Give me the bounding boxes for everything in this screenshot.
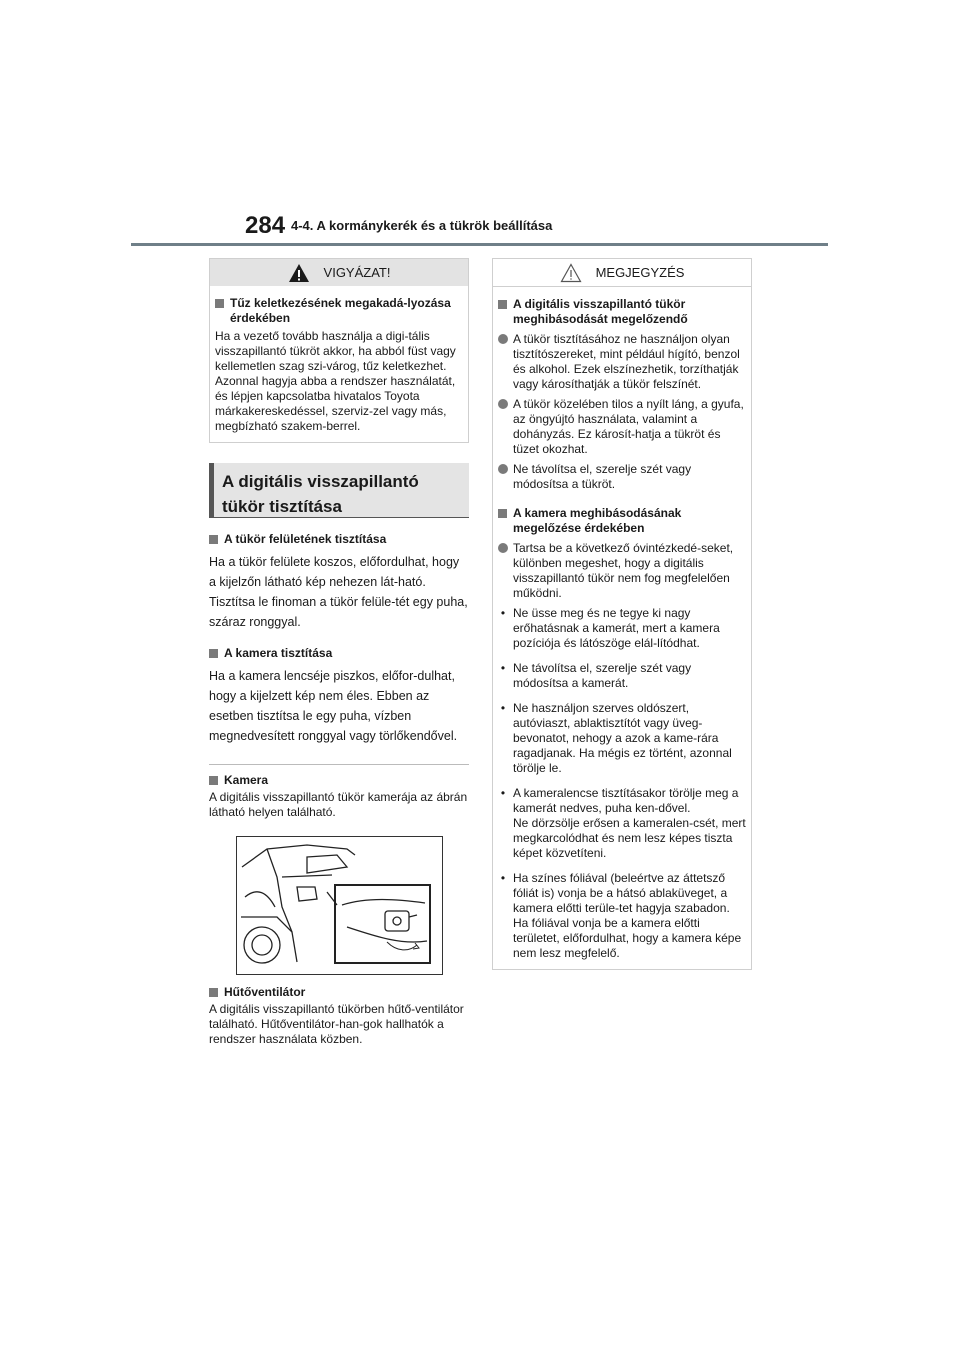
fan-title (209, 985, 469, 1000)
list-item-text: Ne üsse meg és ne tegye ki nagy erőhatásnak a kamerát, mert a kamera pozíciója és látószöge elál-lítódhat. (513, 606, 720, 650)
lens-extra-text: Ne dörzsölje erősen a kameralen-csét, mert megkarcolódhat és nem lesz képes tiszta képet közvetíteni. (513, 816, 746, 860)
square-bullet-icon (209, 535, 218, 544)
list-item-text: A tükör tisztításához ne használjon olyan tisztítószereket, mint például hígító, benzol és alkohol. Ezek elszínezhetik, torzíthatják vagy károsíthatják a tükör felszínét. (513, 332, 740, 391)
fan-title-text: Hűtőventilátor (224, 985, 306, 999)
circle-bullet-icon (498, 399, 508, 409)
circle-bullet-icon (498, 334, 508, 344)
bullet-glyph: • (500, 871, 506, 885)
list-item (498, 541, 746, 601)
warning-label: VIGYÁZAT! (323, 265, 391, 280)
bullet-glyph: • (500, 606, 506, 620)
left-column (209, 258, 469, 1047)
divider (209, 764, 469, 765)
mirror-cleaning-text: Ha a tükör felülete koszos, előfordulhat, hogy a kijelzőn látható kép nehezen lát-ható. Tisztítsa le finoman a tükör felüle-tét egy puha, száraz ronggyal. (209, 555, 468, 629)
film-extra-text: Ha fóliával vonja be a kamera előtti területet, előfordulhat, hogy a kamera képe nem lesz megfelelő. (513, 916, 742, 960)
camera-location-figure (236, 836, 443, 975)
warning-title (215, 296, 463, 326)
warning-body (210, 286, 468, 442)
square-bullet-icon (209, 776, 218, 785)
car-rear-illustration (237, 837, 442, 974)
kamera-text: A digitális visszapillantó tükör kamerája az ábrán látható helyen található. (209, 790, 468, 819)
bullet-glyph: • (500, 786, 506, 800)
list-item (498, 332, 746, 392)
list-item-text: Ne távolítsa el, szerelje szét vagy módosítsa a tükröt. (513, 462, 692, 491)
camera-cleaning-text: Ha a kamera lencséje piszkos, előfor-dulhat, hogy a kijelzett kép nem éles. Ebben az esetben tisztítsa le egy puha, vízben megnedvesített ronggyal vagy törlőkendővel. (209, 669, 458, 743)
notice-header (493, 259, 751, 287)
list-item-text: Ne használjon szerves oldószert, autóviaszt, ablaktisztítót vagy üveg-bevonatot, nehogy a azok a kame-rára ragadjanak. Ha mégis ez történt, azonnal törölje le. (513, 701, 732, 775)
circle-bullet-icon (498, 464, 508, 474)
list-item (498, 462, 746, 492)
notice-camera-title-text: A kamera meghibásodásának megelőzése érdekében (513, 506, 682, 535)
list-item (498, 786, 746, 861)
film-text: Ha színes fóliával (beleértve az áttetsző fóliát is) vonja be a hátsó ablaküveget, a kamera előtti terüle-tet hagyja szabadon. (513, 871, 730, 915)
mirror-cleaning-title (209, 532, 469, 546)
list-item-text: A tükör közelében tilos a nyílt láng, a gyufa, az öngyújtó használata, valamint a dohányzás. Ez károsít-hatja a tükröt és tüzet okozhat. (513, 397, 744, 456)
warning-box (209, 258, 469, 443)
square-bullet-icon (215, 299, 224, 308)
square-bullet-icon (209, 649, 218, 658)
list-item (498, 606, 746, 651)
list-item-text: Ne távolítsa el, szerelje szét vagy módosítsa a kamerát. (513, 661, 692, 690)
page-number: 284 (245, 212, 286, 239)
camera-cleaning-title-text: A kamera tisztítása (224, 646, 333, 660)
square-bullet-icon (498, 509, 507, 518)
camera-cleaning-title (209, 646, 469, 660)
list-item (498, 701, 746, 776)
list-item (498, 871, 746, 961)
list-item (498, 397, 746, 457)
warning-text: Ha a vezető tovább használja a digi-tális visszapillantó tükröt akkor, ha abból füst vagy kellemetlen szag szi-várog, tűz keletkezhet. Azonnal hagyja abba a rendszer használatát, és lépjen kapcsolatba hivatalos Toyota márkakereskedéssel, szerviz-zel vagy más, megbízható szakem-berrel. (215, 329, 456, 433)
warning-title-text: Tűz keletkezésének megakadá-lyozása érdekében (230, 296, 451, 325)
notice-body (493, 287, 751, 969)
bullet-glyph: • (500, 661, 506, 675)
list-item-text: Tartsa be a következő óvintézkedé-seket, különben megeshet, hogy a digitális visszapillantó tükör nem fog megfelelően működni. (513, 541, 734, 600)
warning-icon (288, 263, 310, 283)
list-item-text (513, 871, 746, 961)
circle-bullet-icon (498, 543, 508, 553)
list-item-text (513, 786, 746, 861)
notice-mirror-title (498, 297, 746, 327)
running-title: 4-4. A kormánykerék és a tükrök beállítása (291, 218, 553, 233)
warning-header (210, 259, 468, 286)
notice-mirror-title-text: A digitális visszapillantó tükör meghibásodását megelőzendő (513, 297, 688, 326)
list-item (498, 661, 746, 691)
kamera-title (209, 773, 469, 788)
kamera-title-text: Kamera (224, 773, 269, 787)
fan-text: A digitális visszapillantó tükörben hűtő-ventilátor található. Hűtőventilátor-han-gok hallhatók a rendszer használata közben. (209, 1002, 464, 1046)
header-rule (131, 243, 828, 246)
mirror-cleaning-title-text: A tükör felületének tisztítása (224, 532, 387, 546)
notice-box (492, 258, 752, 970)
square-bullet-icon (498, 300, 507, 309)
square-bullet-icon (209, 988, 218, 997)
notice-camera-title (498, 506, 746, 536)
section-heading: A digitális visszapillantó tükör tisztítása (209, 463, 469, 518)
lens-cleaning-text: A kameralencse tisztításakor törölje meg a kamerát nedves, puha ken-dővel. (513, 786, 739, 815)
bullet-glyph: • (500, 701, 506, 715)
notice-label: MEGJEGYZÉS (595, 265, 685, 280)
notice-icon (560, 263, 582, 283)
